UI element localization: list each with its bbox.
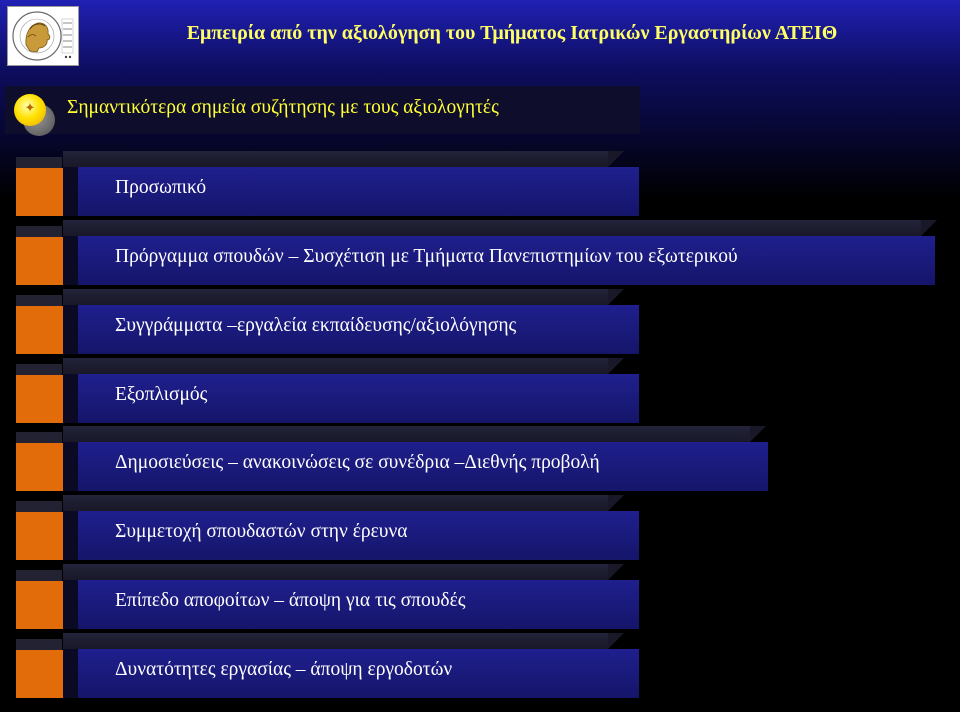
list-item xyxy=(0,426,960,496)
orange-square-icon xyxy=(16,306,63,354)
item-label-student-research: Συμμετοχή σπουδαστών στην έρευνα xyxy=(115,521,408,542)
orange-square-icon xyxy=(16,168,63,216)
row-tab-corner xyxy=(608,151,624,167)
list-item xyxy=(0,633,960,703)
orange-square-icon xyxy=(16,375,63,423)
slide-title: Εμπειρία από την αξιολόγηση του Τμήματος Ιατρικών Εργαστηρίων ΑΤΕΙΘ xyxy=(186,22,838,44)
item-label-textbooks: Συγγράμματα –εργαλεία εκπαίδευσης/αξιολόγησης xyxy=(115,315,517,336)
ateith-seal-icon xyxy=(8,7,78,65)
orange-square-icon xyxy=(16,581,63,629)
row-tab xyxy=(63,289,608,305)
row-tab-corner xyxy=(608,633,624,649)
orange-square-icon xyxy=(16,512,63,560)
row-tab xyxy=(63,495,608,511)
list-item xyxy=(0,151,960,221)
list-item xyxy=(0,220,960,290)
list-item xyxy=(0,358,960,428)
item-label-curriculum: Πρόργαμμα σπουδών – Συσχέτιση με Τμήματα Πανεπιστημίων του εξωτερικού xyxy=(115,246,738,267)
item-label-employment: Δυνατότητες εργασίας – άποψη εργοδοτών xyxy=(115,659,453,680)
row-tab-corner xyxy=(921,220,937,236)
row-tab xyxy=(63,633,608,649)
row-band-edge xyxy=(63,580,78,629)
row-band-edge xyxy=(63,374,78,423)
item-label-graduates: Επίπεδο αποφοίτων – άποψη για τις σπουδές xyxy=(115,590,466,611)
row-band-edge xyxy=(63,649,78,698)
row-band-edge xyxy=(63,442,78,491)
list-item xyxy=(0,289,960,359)
row-tab-corner xyxy=(608,358,624,374)
row-band-edge xyxy=(63,305,78,354)
item-label-personnel: Προσωπικό xyxy=(115,177,207,198)
row-tab xyxy=(63,358,608,374)
row-tab xyxy=(63,220,921,236)
star-icon: ✦ xyxy=(24,101,36,116)
row-tab-corner xyxy=(750,426,766,442)
section-heading: Σημαντικότερα σημεία συζήτησης με τους αξιολογητές xyxy=(67,97,499,118)
orange-square-icon xyxy=(16,650,63,698)
institution-logo xyxy=(7,6,79,66)
item-label-equipment: Εξοπλισμός xyxy=(115,384,208,405)
row-tab xyxy=(63,426,750,442)
row-tab-corner xyxy=(608,564,624,580)
row-band-edge xyxy=(63,167,78,216)
row-tab xyxy=(63,151,608,167)
item-label-publications: Δημοσιεύσεις – ανακοινώσεις σε συνέδρια –Διεθνής προβολή xyxy=(115,452,600,473)
row-tab-corner xyxy=(608,495,624,511)
row-tab xyxy=(63,564,608,580)
list-item xyxy=(0,564,960,634)
orange-square-icon xyxy=(16,237,63,285)
row-band-edge xyxy=(63,511,78,560)
row-tab-corner xyxy=(608,289,624,305)
orange-square-icon xyxy=(16,443,63,491)
row-band-edge xyxy=(63,236,78,285)
list-item xyxy=(0,495,960,565)
